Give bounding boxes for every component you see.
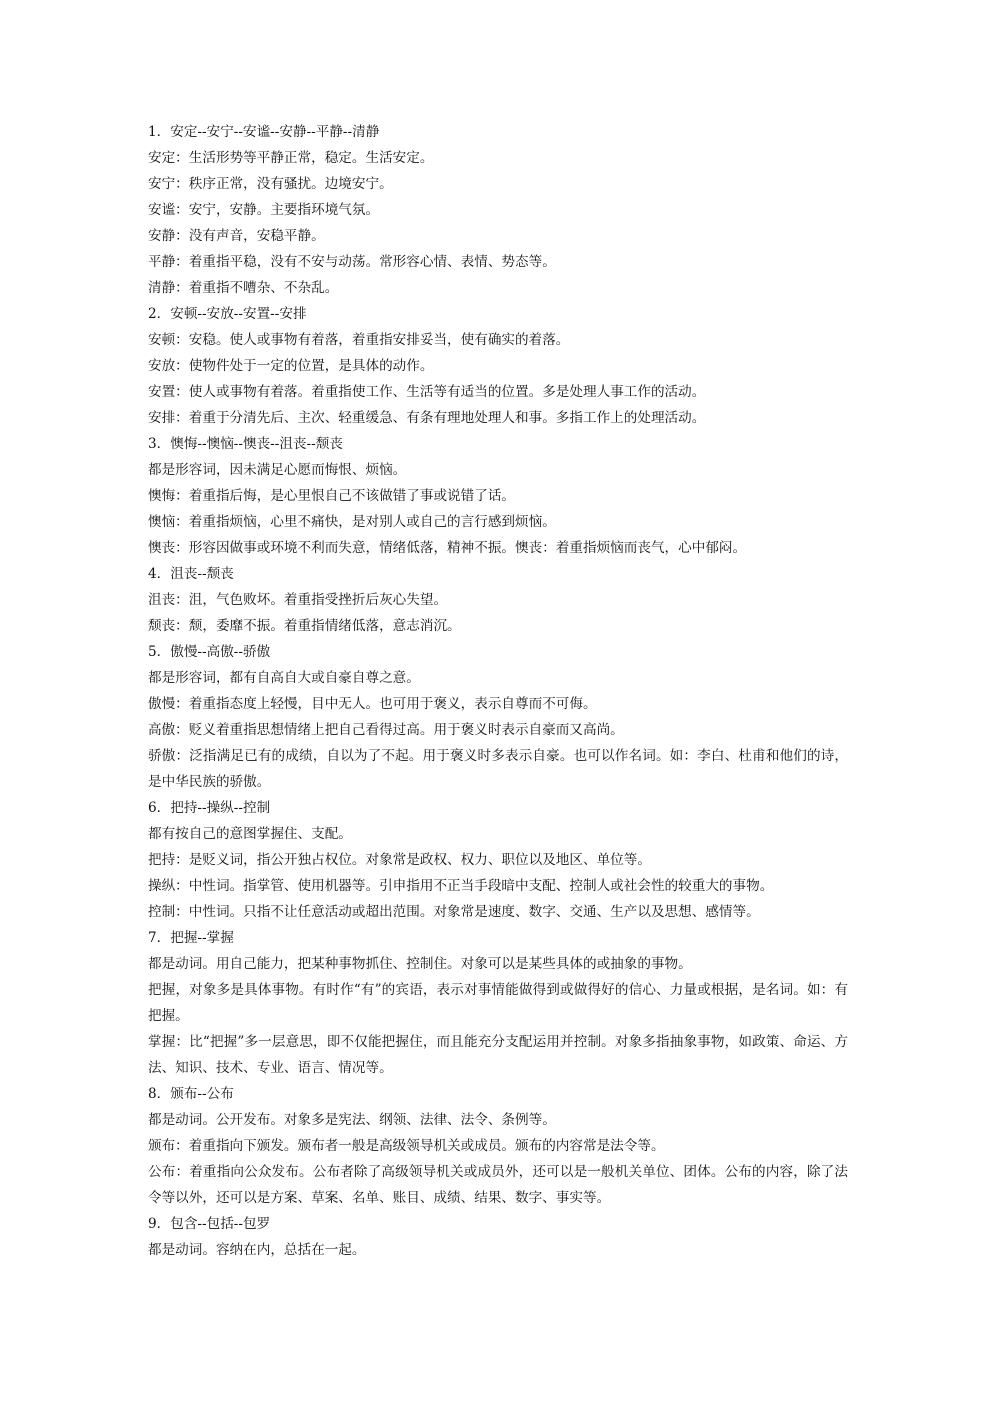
definition-line: 清静：着重指不嘈杂、不杂乱。 [148, 280, 339, 296]
definition-line: 平静：着重指平稳，没有不安与动荡。常形容心情、表情、势态等。 [148, 254, 556, 270]
definition-line: 把握，对象多是具体事物。有时作“有”的宾语，表示对事情能做得到或做得好的信心、力量或根据，是名词。如：有把握。 [148, 982, 848, 1024]
definition-line: 公布：着重指向公众发布。公布者除了高级领导机关或成员外，还可以是一般机关单位、团体。公布的内容，除了法令等以外，还可以是方案、草案、名单、账目、成绩、结果、数字、事实等。 [148, 1164, 848, 1206]
definition-line: 安定：生活形势等平静正常，稳定。生活安定。 [148, 150, 434, 166]
definition-line: 控制：中性词。只指不让任意活动或超出范围。对象常是速度、数字、交通、生产以及思想、感情等。 [148, 904, 760, 920]
section-heading: 2．安顿--安放--安置--安排 [148, 306, 307, 322]
definition-line: 沮丧：沮，气色败坏。着重指受挫折后灰心失望。 [148, 592, 448, 608]
definition-line: 把持：是贬义词，指公开独占权位。对象常是政权、权力、职位以及地区、单位等。 [148, 852, 651, 868]
definition-line: 都是形容词，都有自高自大或自豪自尊之意。 [148, 670, 420, 686]
definition-line: 安谧：安宁，安静。主要指环境气氛。 [148, 202, 380, 218]
definition-line: 都是动词。容纳在内，总括在一起。 [148, 1242, 366, 1258]
definition-line: 安顿：安稳。使人或事物有着落，着重指安排妥当，使有确实的着落。 [148, 332, 570, 348]
definition-line: 都是形容词，因未满足心愿而悔恨、烦恼。 [148, 462, 407, 478]
definition-line: 安放：使物件处于一定的位置，是具体的动作。 [148, 358, 434, 374]
section-heading: 8．颁布--公布 [148, 1086, 234, 1102]
section-heading: 4．沮丧--颓丧 [148, 566, 234, 582]
definition-line: 都是动词。用自己能力，把某种事物抓住、控制住。对象可以是某些具体的或抽象的事物。 [148, 956, 692, 972]
section-heading: 7．把握--掌握 [148, 930, 234, 946]
section-heading: 5．傲慢--高傲--骄傲 [148, 644, 271, 660]
definition-line: 安置：使人或事物有着落。着重指使工作、生活等有适当的位置。多是处理人事工作的活动。 [148, 384, 706, 400]
definition-line: 安静：没有声音，安稳平静。 [148, 228, 325, 244]
definition-line: 颓丧：颓，委靡不振。着重指情绪低落，意志消沉。 [148, 618, 461, 634]
definition-line: 都有按自己的意图掌握住、支配。 [148, 826, 352, 842]
section-heading: 1．安定--安宁--安谧--安静--平静--清静 [148, 124, 380, 140]
definition-line: 掌握：比“把握”多一层意思，即不仅能把握住，而且能充分支配运用并控制。对象多指抽象事物，如政策、命运、方法、知识、技术、专业、语言、情况等。 [148, 1034, 848, 1076]
document-body [148, 119, 848, 1263]
definition-line: 懊悔：着重指后悔，是心里恨自己不该做错了事或说错了话。 [148, 488, 516, 504]
definition-line: 安排：着重于分清先后、主次、轻重缓急、有条有理地处理人和事。多指工作上的处理活动。 [148, 410, 706, 426]
definition-line: 颁布：着重指向下颁发。颁布者一般是高级领导机关或成员。颁布的内容常是法令等。 [148, 1138, 665, 1154]
section-heading: 6．把持--操纵--控制 [148, 800, 271, 816]
definition-line: 傲慢：着重指态度上轻慢，目中无人。也可用于褒义，表示自尊而不可侮。 [148, 696, 597, 712]
section-heading: 3．懊悔--懊恼--懊丧--沮丧--颓丧 [148, 436, 343, 452]
definition-line: 懊恼：着重指烦恼，心里不痛快，是对别人或自己的言行感到烦恼。 [148, 514, 556, 530]
definition-line: 骄傲：泛指满足已有的成绩，自以为了不起。用于褒义时多表示自豪。也可以作名词。如：李白、杜甫和他们的诗，是中华民族的骄傲。 [148, 748, 848, 790]
definition-line: 都是动词。公开发布。对象多是宪法、纲领、法律、法令、条例等。 [148, 1112, 556, 1128]
definition-line: 操纵：中性词。指掌管、使用机器等。引申指用不正当手段暗中支配、控制人或社会性的较重大的事物。 [148, 878, 774, 894]
section-heading: 9．包含--包括--包罗 [148, 1216, 271, 1232]
definition-line: 安宁：秩序正常，没有骚扰。边境安宁。 [148, 176, 393, 192]
definition-line: 懊丧：形容因做事或环境不利而失意，情绪低落，精神不振。懊丧：着重指烦恼而丧气，心中郁闷。 [148, 540, 747, 556]
definition-line: 高傲：贬义着重指思想情绪上把自己看得过高。用于褒义时表示自豪而又高尚。 [148, 722, 624, 738]
